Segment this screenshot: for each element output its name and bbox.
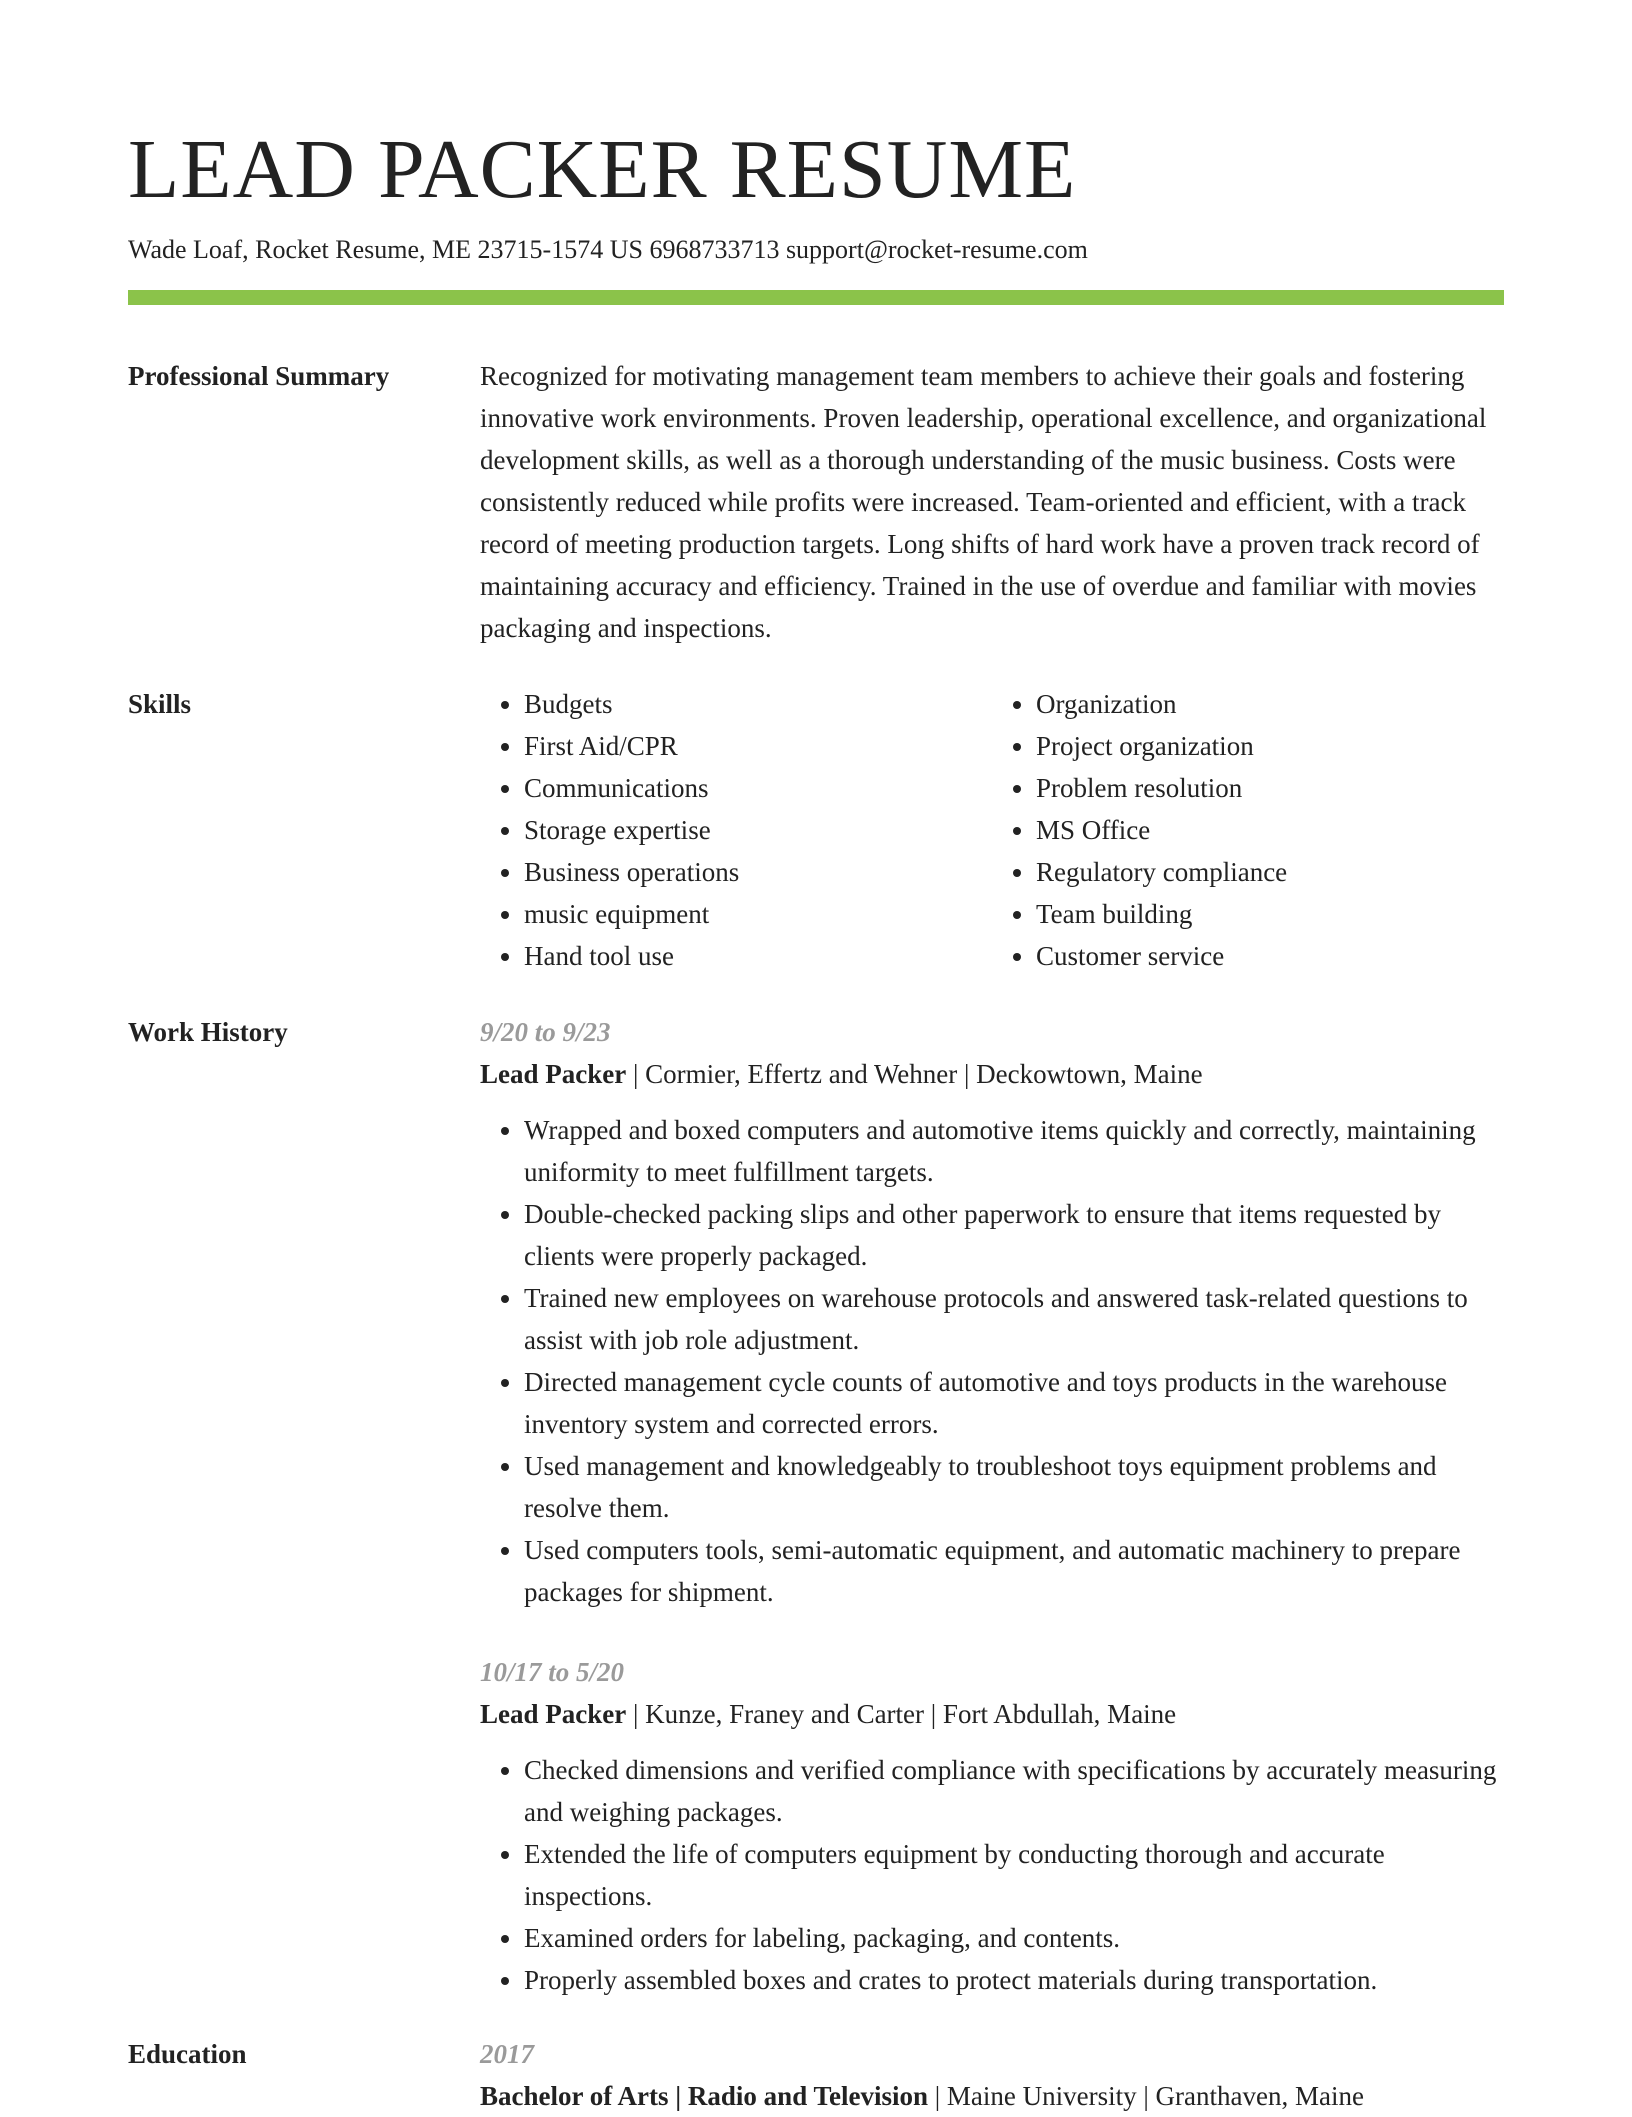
skill-item: • Hand tool use <box>524 935 992 977</box>
section-label-summary: Professional Summary <box>128 361 390 391</box>
job-bullets <box>480 1109 1504 1613</box>
skill-item: • Team building <box>1036 893 1504 935</box>
job-bullet: • Double-checked packing slips and other paperwork to ensure that items requested by clients were properly packaged. <box>524 1193 1504 1277</box>
skill-item: • music equipment <box>524 893 992 935</box>
work-history-content <box>480 1011 1504 2001</box>
job-bullet: • Extended the life of computers equipment by conducting thorough and accurate inspections. <box>524 1833 1504 1917</box>
job-title: Lead Packer <box>480 1699 627 1729</box>
job-bullet: • Used management and knowledgeably to troubleshoot toys equipment problems and resolve them. <box>524 1445 1504 1529</box>
job-heading <box>480 1053 1504 1095</box>
contact-address: Rocket Resume, ME 23715-1574 US <box>255 235 643 264</box>
education-section <box>128 2033 1504 2117</box>
skill-item: • Business operations <box>524 851 992 893</box>
job-bullet: • Used computers tools, semi-automatic equipment, and automatic machinery to prepare packages for shipment. <box>524 1529 1504 1613</box>
contact-phone: 6968733713 <box>649 235 780 264</box>
skill-item: • Regulatory compliance <box>1036 851 1504 893</box>
education-heading <box>480 2075 1504 2117</box>
section-label-skills: Skills <box>128 689 192 719</box>
job-title: Lead Packer <box>480 1059 627 1089</box>
skills-list-right <box>992 683 1504 977</box>
job-heading <box>480 1693 1504 1735</box>
skill-item: • Budgets <box>524 683 992 725</box>
skill-item: • Communications <box>524 767 992 809</box>
skills-list-left <box>480 683 992 977</box>
skill-item: • Customer service <box>1036 935 1504 977</box>
education-degree: Bachelor of Arts | Radio and Television <box>480 2081 929 2111</box>
job-bullet: • Properly assembled boxes and crates to protect materials during transportation. <box>524 1959 1504 2001</box>
summary-text: Recognized for motivating management team members to achieve their goals and fostering innovative work environments. Proven leadership, operational excellence, and organizational development skills, as well as a thorough understanding of the music business. Costs were consistently reduced while profits were increased. Team-oriented and efficient, with a track record of meeting production targets. Long shifts of hard work have a proven track record of maintaining accuracy and efficiency. Trained in the use of overdue and familiar with movies packaging and inspections. <box>480 361 1487 643</box>
job-bullet: • Checked dimensions and verified compliance with specifications by accurately measuring and weighing packages. <box>524 1749 1504 1833</box>
skill-item: • Storage expertise <box>524 809 992 851</box>
resume-title: LEAD PACKER RESUME <box>128 123 1077 216</box>
skill-item: • Organization <box>1036 683 1504 725</box>
section-label-work-history: Work History <box>128 1017 288 1047</box>
job-details: | Kunze, Franey and Carter | Fort Abdullah, Maine <box>626 1699 1177 1729</box>
job-bullet: • Wrapped and boxed computers and automotive items quickly and correctly, maintaining uniformity to meet fulfillment targets. <box>524 1109 1504 1193</box>
education-content <box>480 2033 1504 2117</box>
job-bullet: • Directed management cycle counts of automotive and toys products in the warehouse inventory system and corrected errors. <box>524 1361 1504 1445</box>
skills-grid <box>480 683 1504 977</box>
section-label-education: Education <box>128 2039 247 2069</box>
contact-line <box>128 232 1504 268</box>
contact-name: Wade Loaf, <box>128 235 249 264</box>
job-details: | Cormier, Effertz and Wehner | Deckowtown, Maine <box>626 1059 1203 1089</box>
education-year: 2017 <box>480 2039 534 2069</box>
job-dates: 9/20 to 9/23 <box>480 1017 611 1047</box>
job-bullet: • Examined orders for labeling, packaging, and contents. <box>524 1917 1504 1959</box>
contact-email: support@rocket-resume.com <box>785 235 1088 264</box>
summary-section <box>128 355 1504 649</box>
skill-item: • First Aid/CPR <box>524 725 992 767</box>
job-bullets <box>480 1749 1504 2001</box>
job-dates: 10/17 to 5/20 <box>480 1657 625 1687</box>
education-details: | Maine University | Granthaven, Maine <box>928 2081 1364 2111</box>
skills-section <box>128 683 1504 977</box>
skill-item: • Problem resolution <box>1036 767 1504 809</box>
work-history-section <box>128 1011 1504 2001</box>
job-entry <box>480 1651 1504 2001</box>
summary-content <box>480 355 1504 649</box>
skill-item: • MS Office <box>1036 809 1504 851</box>
job-bullet: • Trained new employees on warehouse protocols and answered task-related questions to assist with job role adjustment. <box>524 1277 1504 1361</box>
skill-item: • Project organization <box>1036 725 1504 767</box>
header-divider <box>128 290 1504 305</box>
job-entry <box>480 1011 1504 1613</box>
resume-page <box>128 120 1504 2117</box>
